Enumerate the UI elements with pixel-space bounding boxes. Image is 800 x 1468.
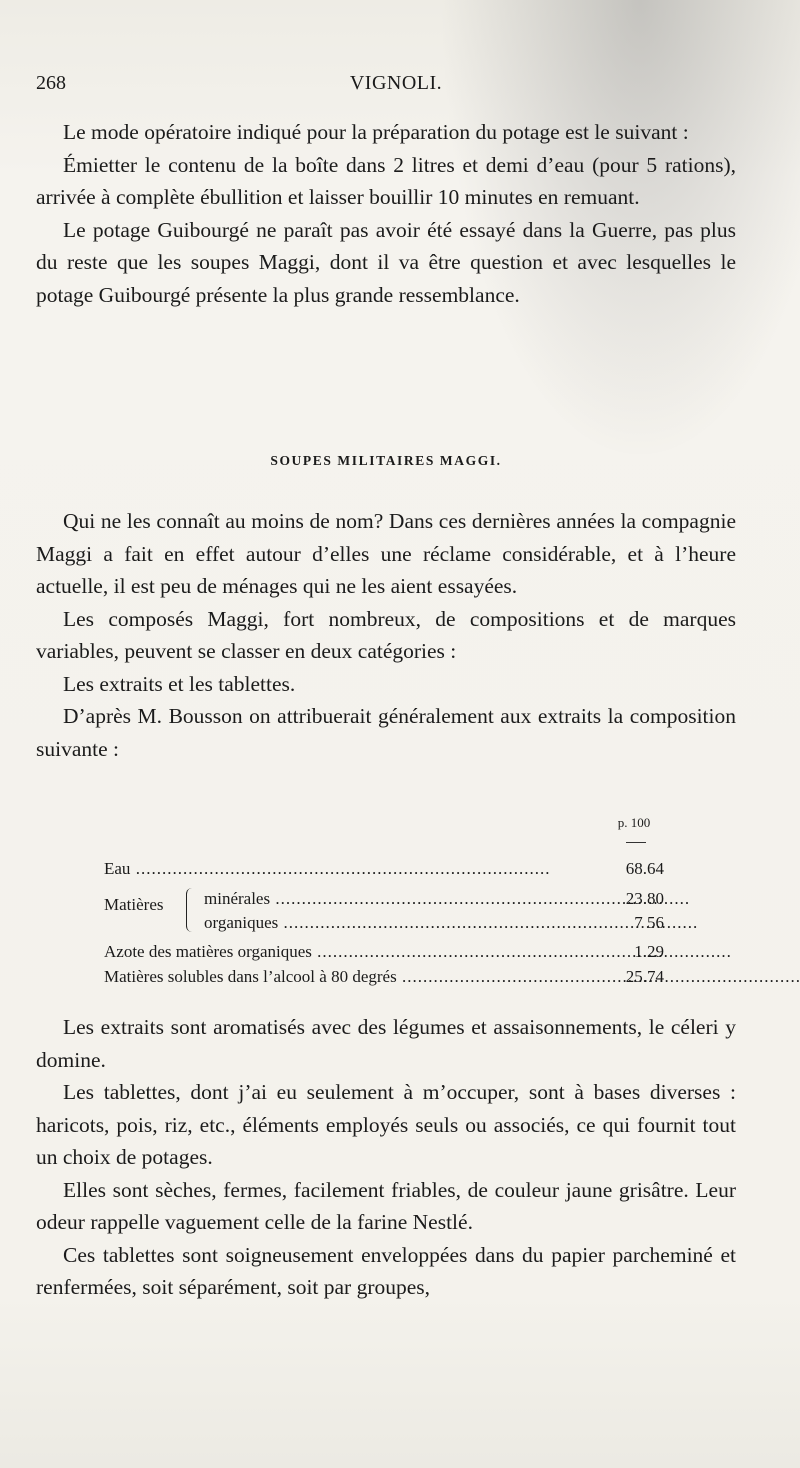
paragraph: Les composés Maggi, fort nombreux, de compositions et de marques variables, peuvent se classer en deux catégories : (36, 606, 736, 663)
table-row (204, 911, 664, 935)
unit-header: p. 100 (617, 815, 651, 830)
table-row (104, 940, 664, 964)
brace (186, 888, 195, 932)
row-value: 23.80 (625, 889, 664, 908)
maggi-text-block (36, 505, 736, 765)
paragraph: Les extraits et les tablettes. (63, 671, 296, 696)
row-label: organiques ..... (204, 911, 698, 935)
row-label: Azote des matières organiques ..... (104, 940, 732, 964)
row-label: Eau ..... (104, 857, 550, 881)
intro-text-block (36, 116, 736, 311)
table-row (204, 887, 664, 911)
paragraph: Qui ne les connaît au moins de nom? Dans ces dernières années la compagnie Maggi a fait en effet autour d’elles une réclame considérable, et à l’heure actuelle, il est peu de ménages qui ne les aient essayées. (36, 509, 736, 598)
row-label: minérales ..... (204, 887, 690, 911)
unit-divider (626, 842, 646, 843)
table-row (104, 965, 664, 989)
tablettes-text-block (36, 1011, 736, 1304)
paragraph: Les extraits sont aromatisés avec des légumes et assaisonnements, le céleri y domine. (36, 1015, 736, 1072)
page-header (36, 72, 756, 102)
paragraph: Les tablettes, dont j’ai eu seulement à m’occuper, sont à bases diverses : haricots, pois, riz, etc., éléments employés seuls ou associés, ce qui fournit tout un choix de potages. (36, 1080, 736, 1169)
row-value: 7 56 (634, 913, 664, 932)
paragraph: Elles sont sèches, fermes, facilement friables, de couleur jaune grisâtre. Leur odeur rappelle vaguement celle de la farine Nestlé. (36, 1177, 736, 1234)
row-value: 25.74 (625, 967, 664, 986)
section-title: SOUPES MILITAIRES MAGGI. (270, 453, 502, 468)
paragraph: Émietter le contenu de la boîte dans 2 litres et demi d’eau (pour 5 rations), arrivée à complète ébullition et laisser bouillir 10 minutes en remuant. (36, 152, 736, 209)
row-label: Matières solubles dans l’alcool à 80 degrés ..... (104, 965, 800, 989)
group-label: Matières (104, 895, 164, 914)
row-value: 1.29 (634, 942, 664, 961)
page-number: 268 (36, 72, 66, 94)
paragraph: Ces tablettes sont soigneusement enveloppées dans du papier parcheminé et renfermées, soit séparément, soit par groupes, (36, 1242, 736, 1299)
paragraph: Le mode opératoire indiqué pour la préparation du potage est le suivant : (63, 120, 689, 144)
table-row (104, 857, 664, 881)
running-head: VIGNOLI. (349, 72, 443, 94)
paragraph: Le potage Guibourgé ne paraît pas avoir été essayé dans la Guerre, pas plus du reste que les soupes Maggi, dont il va être question et avec lesquelles le potage Guibourgé présente la plus grande ressemblance. (36, 217, 736, 307)
row-value: 68.64 (625, 859, 664, 878)
paragraph: D’après M. Bousson on attribuerait généralement aux extraits la composition suivante : (36, 704, 736, 761)
